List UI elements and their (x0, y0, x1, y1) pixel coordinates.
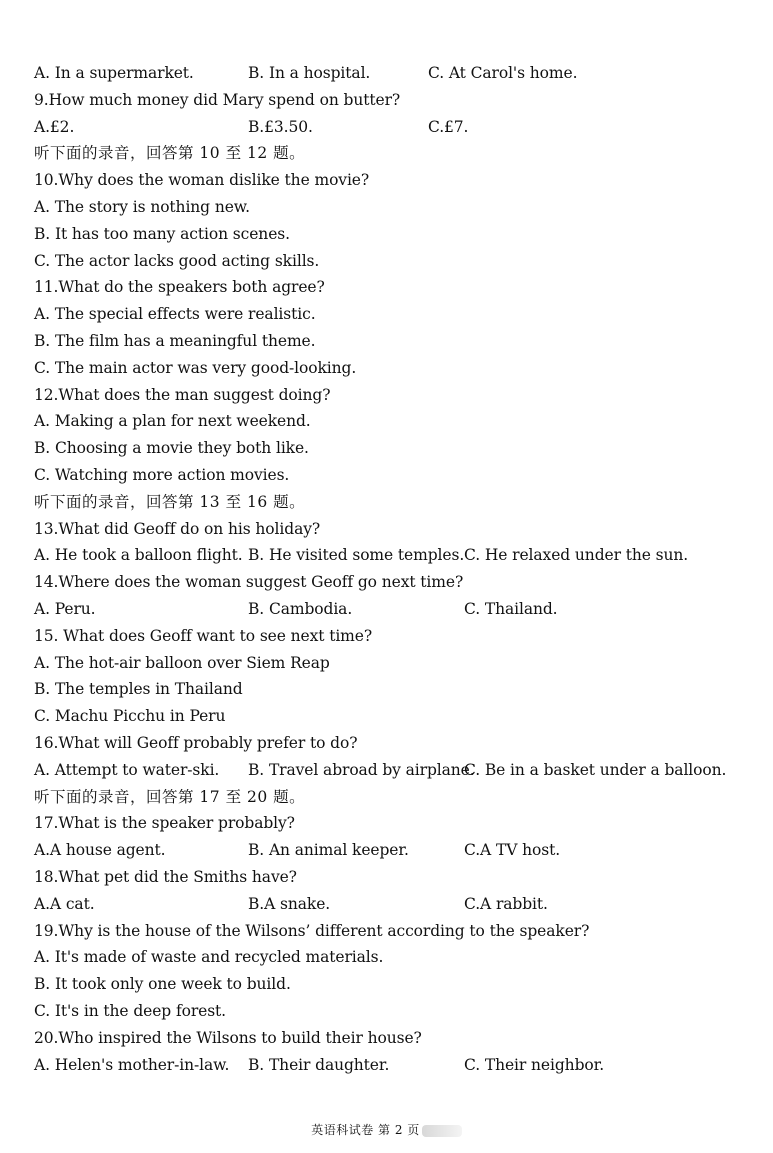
option-line: A. The hot-air balloon over Siem Reap (34, 653, 330, 672)
option-a: A.A cat. (34, 894, 95, 913)
option-line: C. Watching more action movies. (34, 466, 290, 484)
option-b: B. Cambodia. (248, 600, 353, 618)
option-line: B. The film has a meaningful theme. (34, 332, 316, 350)
option-line: B. It has too many action scenes. (34, 224, 290, 243)
option-a: A. Attempt to water-ski. (34, 760, 220, 779)
question-text: 14.Where does the woman suggest Geoff go next time? (34, 573, 464, 592)
option-c: C.£7. (428, 117, 469, 136)
question-text: 20.Who inspired the Wilsons to build their house? (34, 1028, 422, 1047)
question-text: 18.What pet did the Smiths have? (34, 868, 297, 886)
option-b: B. In a hospital. (248, 64, 371, 82)
option-c: C. At Carol's home. (428, 64, 578, 82)
option-c: C.A TV host. (464, 841, 561, 860)
question-text: 9.How much money did Mary spend on butter? (34, 90, 401, 109)
option-line: C. Machu Picchu in Peru (34, 707, 226, 726)
option-line: C. The actor lacks good acting skills. (34, 251, 320, 270)
option-line: B. Choosing a movie they both like. (34, 439, 309, 458)
option-a: A. Helen's mother-in-law. (34, 1055, 230, 1074)
option-a: A. He took a balloon flight. (34, 546, 243, 565)
question-text: 13.What did Geoff do on his holiday? (34, 519, 321, 538)
question-text: 16.What will Geoff probably prefer to do? (34, 734, 358, 752)
option-line: A. The special effects were realistic. (34, 305, 316, 324)
option-line: B. It took only one week to build. (34, 975, 291, 994)
section-instruction: 听下面的录音，回答第 10 至 12 题。 (34, 144, 306, 163)
option-b: B. Travel abroad by airplane. (248, 760, 475, 779)
option-line: A. The story is nothing new. (34, 198, 250, 216)
question-text: 12.What does the man suggest doing? (34, 385, 331, 404)
option-a: A. In a supermarket. (34, 64, 194, 82)
option-c: C.A rabbit. (464, 894, 548, 913)
option-b: B. An animal keeper. (248, 841, 409, 860)
option-line: A. It's made of waste and recycled materials. (34, 948, 384, 967)
section-instruction: 听下面的录音，回答第 17 至 20 题。 (34, 787, 306, 806)
question-text: 10.Why does the woman dislike the movie? (34, 171, 370, 190)
option-b: B.£3.50. (248, 117, 313, 136)
option-line: A. Making a plan for next weekend. (34, 412, 311, 431)
question-text: 15. What does Geoff want to see next time? (34, 626, 373, 645)
option-line: B. The temples in Thailand (34, 680, 243, 699)
section-instruction: 听下面的录音，回答第 13 至 16 题。 (34, 492, 306, 511)
option-a: A.A house agent. (34, 841, 166, 860)
option-b: B. He visited some temples. (248, 546, 465, 565)
option-b: B.A snake. (248, 894, 331, 913)
question-text: 19.Why is the house of the Wilsons’ different according to the speaker? (34, 921, 590, 940)
option-a: A. Peru. (34, 600, 96, 618)
option-c: C. Thailand. (464, 600, 558, 618)
option-a: A.£2. (34, 117, 75, 136)
page-footer (0, 1121, 773, 1138)
question-text: 17.What is the speaker probably? (34, 814, 295, 833)
blur-mark (422, 1125, 462, 1137)
option-b: B. Their daughter. (248, 1055, 390, 1074)
question-text: 11.What do the speakers both agree? (34, 278, 325, 297)
option-c: C. Be in a basket under a balloon. (464, 760, 727, 779)
option-c: C. Their neighbor. (464, 1055, 605, 1074)
option-c: C. He relaxed under the sun. (464, 546, 689, 565)
option-line: C. The main actor was very good-looking. (34, 358, 357, 377)
footer-text: 英语科试卷 第 2 页 (311, 1123, 420, 1137)
option-line: C. It's in the deep forest. (34, 1002, 227, 1020)
